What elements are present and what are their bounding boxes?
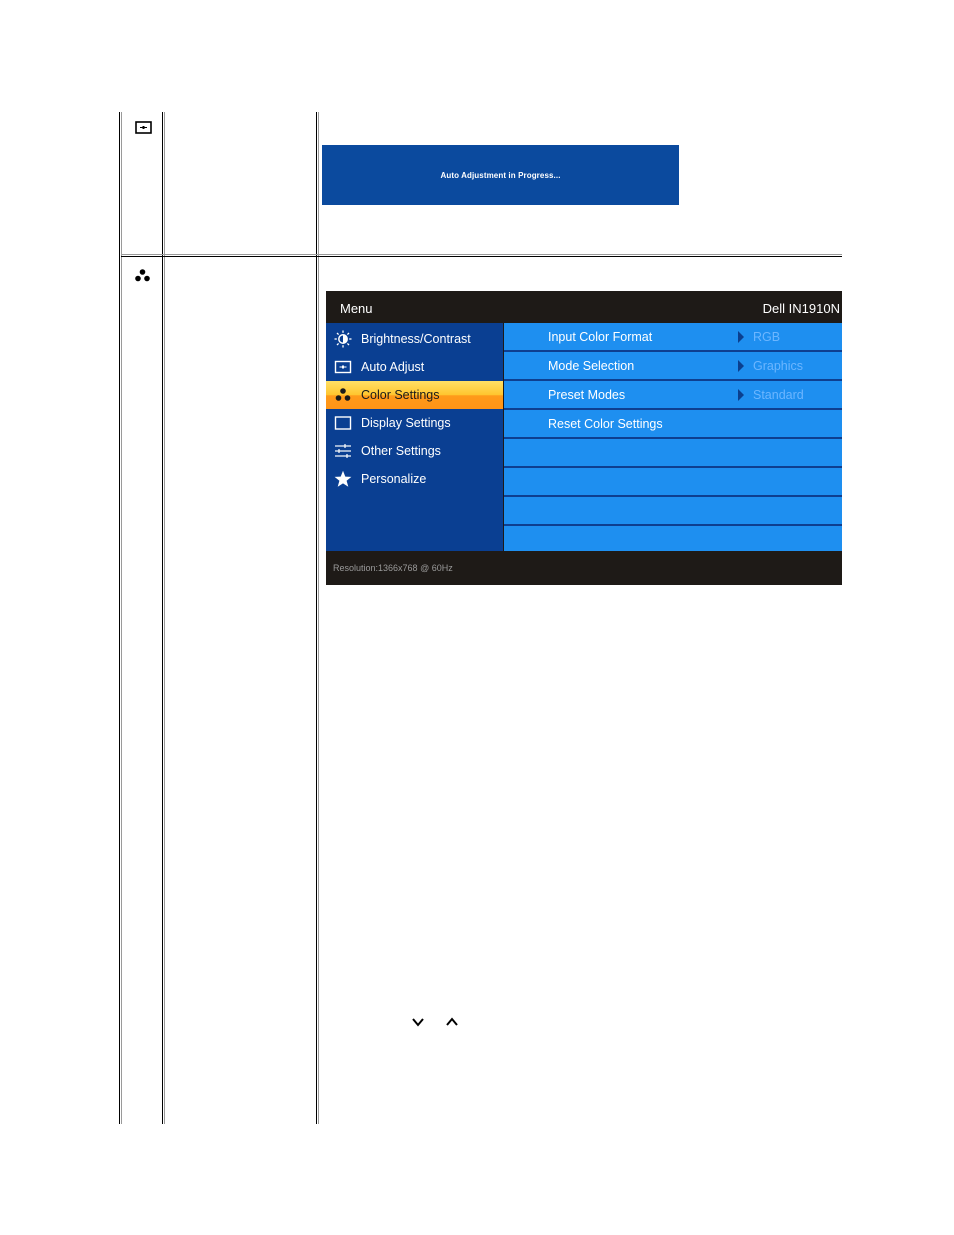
submenu-item-preset-modes[interactable] [504, 381, 842, 408]
osd-submenu [504, 323, 842, 551]
menu-item-auto-adjust[interactable] [326, 353, 503, 381]
osd-title: Menu [340, 301, 373, 316]
submenu-item-value: Graphics [753, 359, 804, 373]
menu-item-brightness-contrast[interactable] [326, 325, 503, 353]
submenu-item-value: Standard [753, 388, 804, 402]
submenu-item-value: RGB [753, 330, 781, 344]
color-settings-icon [334, 386, 352, 404]
menu-item-personalize[interactable] [326, 465, 503, 493]
display-settings-icon [334, 414, 352, 432]
submenu-item-empty [504, 526, 842, 551]
other-settings-icon [334, 442, 352, 460]
osd-model: Dell IN1910N [762, 301, 840, 316]
brightness-icon [334, 330, 352, 348]
submenu-item-empty [504, 439, 842, 466]
submenu-item-reset-color-settings[interactable] [504, 410, 842, 437]
chevron-up-icon [445, 1014, 459, 1024]
osd-menu [326, 291, 842, 585]
play-arrow-icon [738, 360, 744, 372]
menu-item-color-settings[interactable] [326, 381, 503, 409]
menu-item-label: Personalize [361, 472, 427, 486]
auto-adjust-banner [322, 145, 679, 205]
submenu-item-empty [504, 497, 842, 524]
chevron-down-icon [411, 1014, 425, 1024]
menu-item-label: Display Settings [361, 416, 451, 430]
resolution-readout: Resolution:1366x768 @ 60Hz [333, 563, 453, 573]
menu-item-other-settings[interactable] [326, 437, 503, 465]
submenu-item-label: Reset Color Settings [548, 417, 663, 431]
osd-header [326, 291, 842, 323]
color-settings-icon [134, 268, 151, 288]
submenu-item-label: Input Color Format [548, 330, 653, 344]
submenu-item-empty [504, 468, 842, 495]
play-arrow-icon [738, 389, 744, 401]
menu-item-label: Auto Adjust [361, 360, 425, 374]
star-icon [334, 470, 352, 488]
menu-item-label: Brightness/Contrast [361, 332, 471, 346]
play-arrow-icon [738, 331, 744, 343]
auto-adjust-icon [135, 121, 152, 139]
submenu-item-label: Preset Modes [548, 388, 626, 402]
menu-item-label: Color Settings [361, 388, 440, 402]
osd-footer [326, 551, 842, 585]
banner-text: Auto Adjustment in Progress... [440, 170, 561, 180]
menu-item-label: Other Settings [361, 444, 441, 458]
submenu-item-label: Mode Selection [548, 359, 635, 373]
submenu-item-mode-selection[interactable] [504, 352, 842, 379]
submenu-item-input-color-format[interactable] [504, 323, 842, 350]
menu-item-display-settings[interactable] [326, 409, 503, 437]
osd-main-menu [326, 323, 503, 551]
auto-adjust-icon [334, 358, 352, 376]
